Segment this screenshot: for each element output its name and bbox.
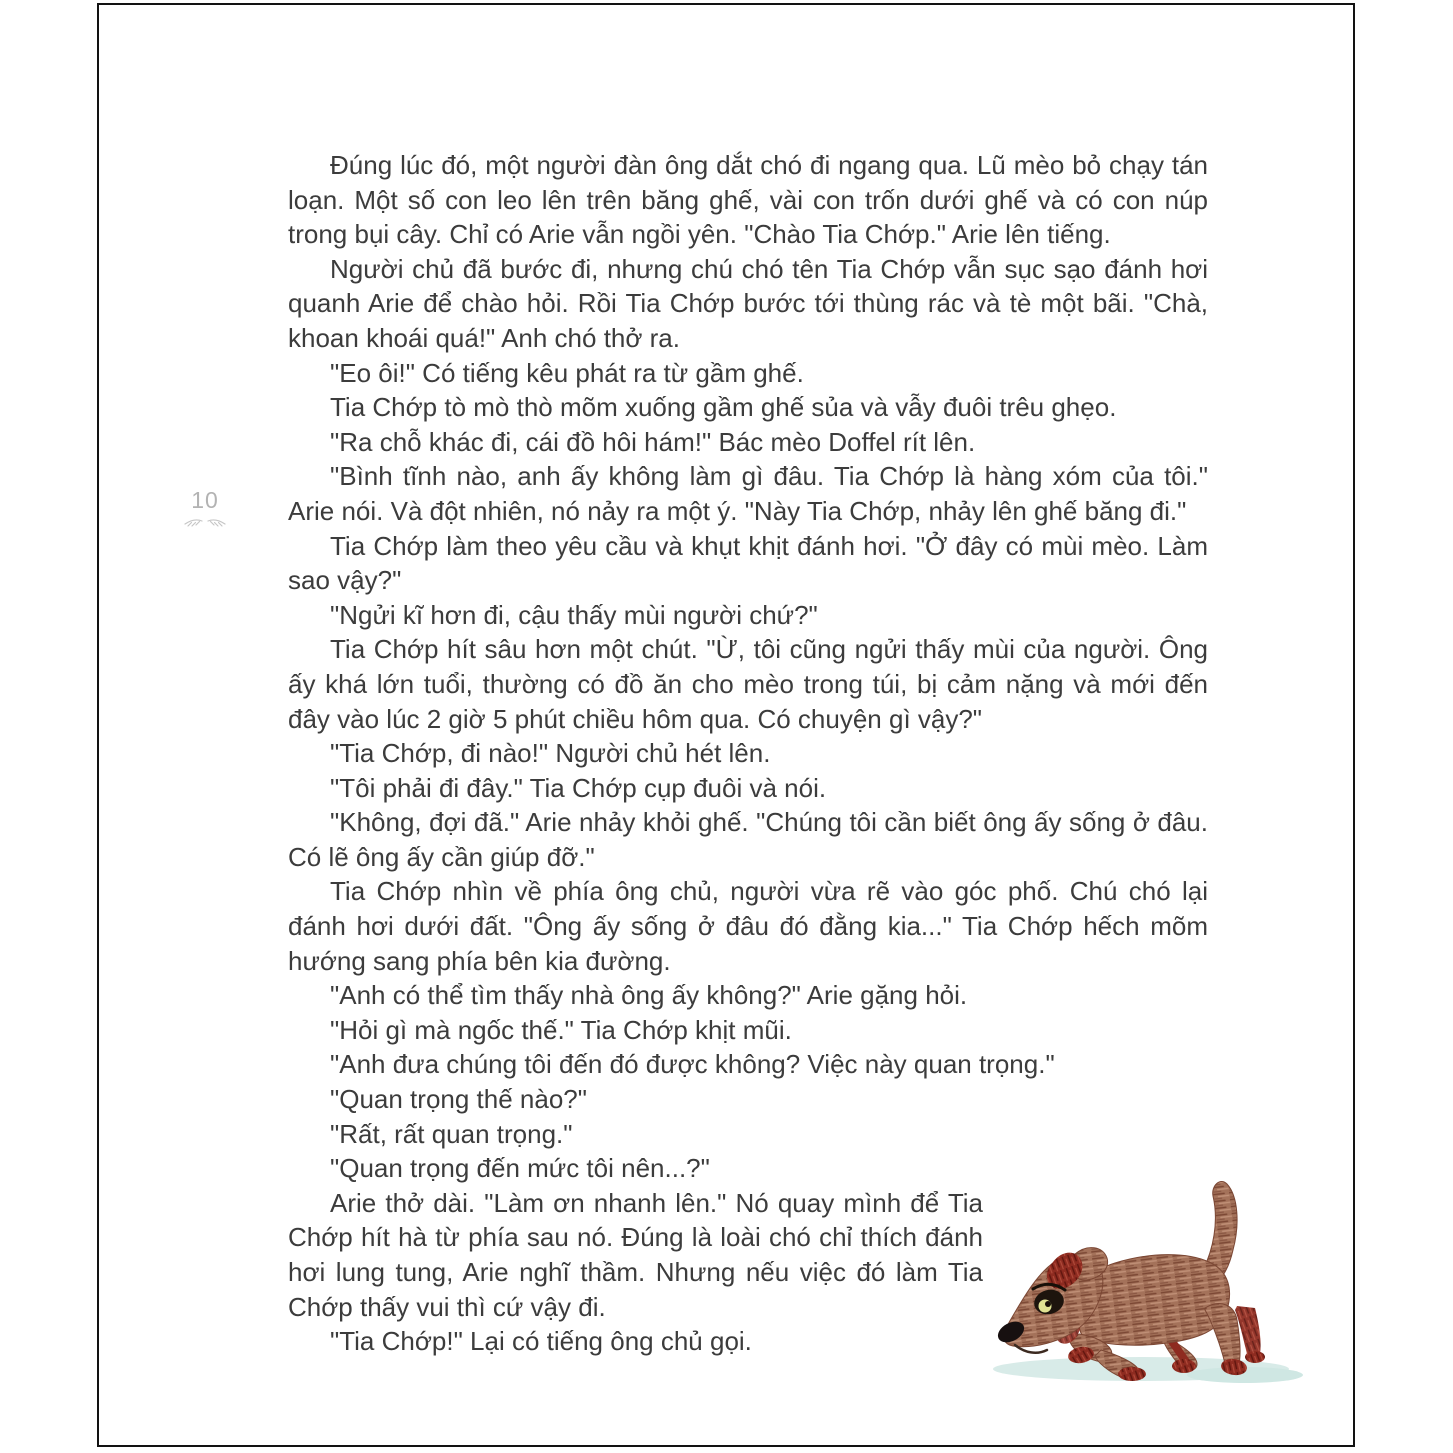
page-number-block (169, 487, 241, 529)
story-paragraph: "Tôi phải đi đây." Tia Chớp cụp đuôi và nói. (330, 772, 827, 803)
story-paragraph: "Quan trọng thế nào?" (330, 1084, 587, 1115)
story-paragraph: "Bình tĩnh nào, anh ấy không làm gì đâu. Tia Chớp là hàng xóm của tôi." Arie nói. Và đột nhiên, nó nảy ra một ý. "Này Tia Chớp, nhảy lên ghế băng đi." (288, 461, 1208, 526)
story-paragraph: "Eo ôi!" Có tiếng kêu phát ra từ gầm ghế. (330, 357, 804, 388)
story-paragraph: "Tia Chớp, đi nào!" Người chủ hét lên. (330, 738, 771, 769)
story-paragraph: Người chủ đã bước đi, nhưng chú chó tên Tia Chớp vẫn sục sạo đánh hơi quanh Arie để chào hỏi. Rồi Tia Chớp bước tới thùng rác và tè một bãi. "Chà, khoan khoái quá!" Anh chó thở ra. (288, 253, 1208, 353)
story-text (288, 148, 1208, 1386)
story-paragraph: "Ngửi kĩ hơn đi, cậu thấy mùi người chứ?" (330, 599, 818, 630)
story-paragraph: "Anh có thể tìm thấy nhà ông ấy không?" Arie gặng hỏi. (330, 980, 968, 1011)
story-paragraph: "Rất, rất quan trọng." (330, 1118, 573, 1149)
story-paragraph: Tia Chớp nhìn về phía ông chủ, người vừa rẽ vào góc phố. Chú chó lại đánh hơi dưới đất. "Ông ấy sống ở đâu đó đằng kia..." Tia Chớp hếch mõm hướng sang phía bên kia đường. (288, 876, 1208, 976)
story-paragraph: Arie thở dài. "Làm ơn nhanh lên." Nó quay mình để Tia Chớp hít hà từ phía sau nó. Đúng là loài chó chỉ thích đánh hơi lung tung, Arie nghĩ thầm. Nhưng nếu việc đó làm Tia Chớp thấy vui thì cứ vậy đi. (288, 1187, 983, 1322)
story-paragraph: "Hỏi gì mà ngốc thế." Tia Chớp khịt mũi. (330, 1014, 792, 1045)
story-paragraph: Tia Chớp làm theo yêu cầu và khụt khịt đánh hơi. "Ở đây có mùi mèo. Làm sao vậy?" (288, 530, 1208, 596)
story-paragraph: Đúng lúc đó, một người đàn ông dắt chó đi ngang qua. Lũ mèo bỏ chạy tán loạn. Một số con leo lên trên băng ghế, vài con trốn dưới ghế và có con núp trong bụi cây. Chỉ có Arie vẫn ngồi yên. "Chào Tia Chớp." Arie lên tiếng. (288, 150, 1208, 250)
story-paragraph: "Anh đưa chúng tôi đến đó được không? Việc này quan trọng." (330, 1049, 1055, 1080)
story-paragraph: "Quan trọng đến mức tôi nên...?" (330, 1153, 710, 1184)
story-paragraph: Tia Chớp tò mò thò mõm xuống gầm ghế sủa và vẫy đuôi trêu ghẹo. (330, 392, 1117, 423)
page-number: 10 (191, 487, 219, 513)
story-paragraph: "Không, đợi đã." Arie nhảy khỏi ghế. "Chúng tôi cần biết ông ấy sống ở đâu. Có lẽ ông ấy cần giúp đỡ." (288, 807, 1208, 872)
story-paragraph: "Tia Chớp!" Lại có tiếng ông chủ gọi. (330, 1326, 752, 1357)
dog-illustration (983, 1186, 1208, 1386)
page-number-ornament-icon (182, 515, 228, 529)
story-paragraph: Tia Chớp hít sâu hơn một chút. "Ừ, tôi cũng ngửi thấy mùi của người. Ông ấy khá lớn tuổi, thường có đồ ăn cho mèo trong túi, bị cảm nặng và mới đến đây vào lúc 2 giờ 5 phút chiều hôm qua. Có chuyện gì vậy?" (288, 634, 1208, 734)
story-paragraph: "Ra chỗ khác đi, cái đồ hôi hám!" Bác mèo Doffel rít lên. (330, 426, 976, 457)
book-page (97, 3, 1355, 1447)
sniffing-dog-icon (983, 1158, 1315, 1388)
